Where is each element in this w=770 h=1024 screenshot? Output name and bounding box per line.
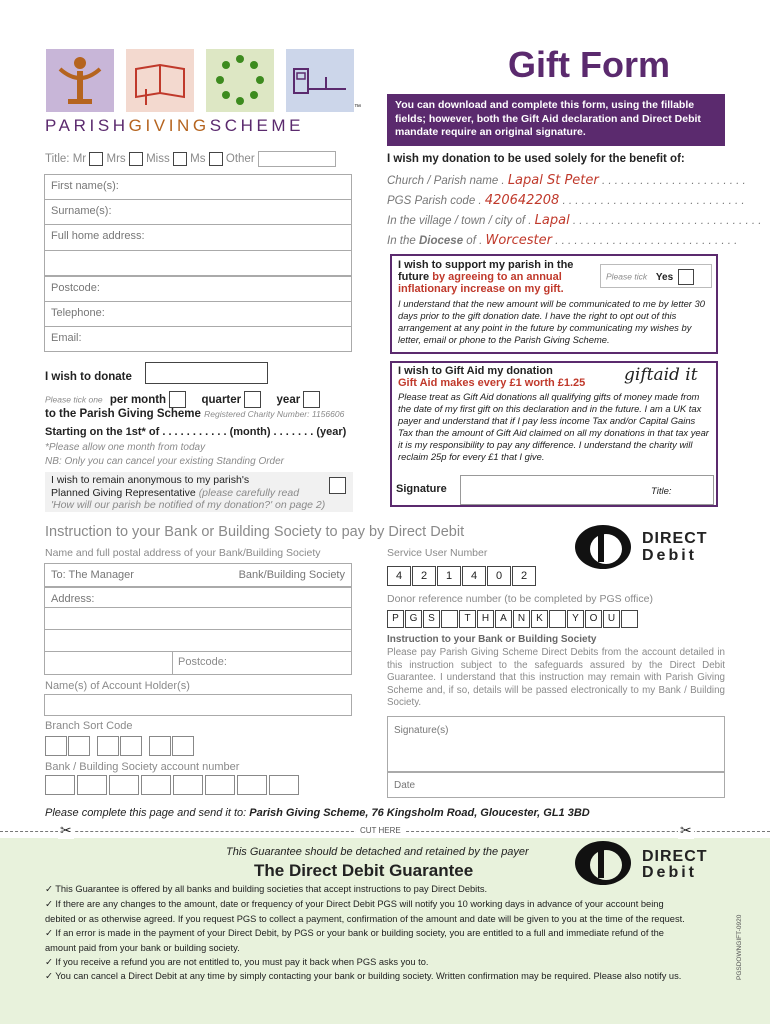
starting-label: Starting on the 1st* of . . . . . . . . . . . (month) . . . . . . . (year) bbox=[45, 426, 347, 438]
account-number-label: Bank / Building Society account number bbox=[45, 761, 240, 773]
bank-bs-label: Bank/Building Society bbox=[238, 569, 345, 581]
code-row: PGS Parish code . 420642208 . . . . . . . . . . . . . . . . . . . . . . . . . . . . . bbox=[387, 193, 745, 208]
account-number-box[interactable] bbox=[205, 775, 235, 795]
code-value[interactable]: 420642208 bbox=[484, 193, 560, 208]
bank-address-divider-2 bbox=[44, 629, 352, 630]
email-field[interactable] bbox=[44, 326, 352, 352]
bank-address-label: Address: bbox=[51, 593, 95, 605]
donate-label: I wish to donate bbox=[45, 371, 132, 383]
donate-amount-field[interactable] bbox=[145, 362, 268, 384]
donor-ref-char: O bbox=[585, 610, 602, 628]
giftaid-line-2: Gift Aid makes every £1 worth £1.25 bbox=[398, 377, 586, 389]
anonymous-line-3: (please carefully read bbox=[198, 486, 300, 499]
title-row bbox=[45, 151, 336, 167]
surname-field[interactable] bbox=[44, 199, 352, 225]
guarantee-detach-note: This Guarantee should be detached and retained by the payer bbox=[226, 846, 529, 858]
please-tick-hint: Please tick bbox=[606, 271, 648, 282]
direct-debit-icon bbox=[574, 524, 632, 570]
title-mr-label: Title: Mr bbox=[45, 153, 87, 166]
to-pgs-row bbox=[45, 408, 344, 420]
diocese-value[interactable]: Worcester bbox=[485, 233, 552, 248]
account-number-box[interactable] bbox=[173, 775, 203, 795]
village-value[interactable]: Lapal bbox=[534, 213, 570, 228]
scissors-right-icon: ✂ bbox=[680, 822, 692, 838]
logo-wordmark bbox=[45, 116, 304, 136]
bank-postcode-label: Postcode: bbox=[178, 656, 227, 668]
account-number-box[interactable] bbox=[269, 775, 299, 795]
bank-address-divider-1 bbox=[44, 607, 352, 608]
giftaid-logo: giftaid it bbox=[624, 365, 698, 385]
guarantee-line: debited or as otherwise agreed. If you request PGS to collect a payment, confirmation of the amount and date will be given to you at the time of the request. bbox=[45, 914, 685, 924]
first-name-field[interactable] bbox=[44, 174, 352, 200]
send-to-label: Please complete this page and send it to: bbox=[45, 807, 247, 819]
donor-ref-label: Donor reference number (to be completed by PGS office) bbox=[387, 593, 653, 605]
benefit-heading: I wish my donation to be used solely for the benefit of: bbox=[387, 153, 685, 165]
title-other-field[interactable] bbox=[258, 151, 336, 167]
title-mrs-checkbox[interactable] bbox=[129, 152, 143, 166]
giftaid-line-1: I wish to Gift Aid my donation bbox=[398, 365, 553, 377]
to-pgs-label: to the Parish Giving Scheme bbox=[45, 408, 201, 420]
inflation-line-3: inflationary increase on my gift. bbox=[398, 283, 564, 295]
trademark: ™ bbox=[354, 104, 361, 111]
service-user-digit: 4 bbox=[387, 566, 411, 586]
code-label: PGS Parish code bbox=[387, 195, 476, 207]
send-to-row bbox=[45, 807, 590, 819]
guarantee-line: ✓ If there are any changes to the amount, date or frequency of your Direct Debit PGS will notify you 10 working days in advance of your account being bbox=[45, 899, 664, 909]
year-checkbox[interactable] bbox=[303, 391, 320, 408]
donor-ref-char: T bbox=[459, 610, 476, 628]
guarantee-line: ✓ You can cancel a Direct Debit at any time by simply contacting your bank or building society. Written confirmation may be required. Please also notify us. bbox=[45, 971, 682, 981]
home-address-label: Full home address: bbox=[51, 230, 145, 242]
village-row: In the village / town / city of . Lapal . . . . . . . . . . . . . . . . . . . . . . . . . . . . . . bbox=[387, 213, 762, 228]
logo-word-giving: GIVING bbox=[128, 116, 210, 135]
per-month-label: per month bbox=[109, 393, 167, 406]
anonymous-line-1: I wish to remain anonymous to my parish's bbox=[51, 474, 250, 486]
church-label: Church / Parish name bbox=[387, 175, 499, 187]
donor-ref-char: U bbox=[603, 610, 620, 628]
dd-logo-direct: DIRECT bbox=[642, 530, 708, 547]
donor-ref-char bbox=[621, 610, 638, 628]
church-row: Church / Parish name . Lapal St Peter . . . . . . . . . . . . . . . . . . . . . . . bbox=[387, 173, 746, 188]
instruction-text: Please pay Parish Giving Scheme Direct Debits from the account detailed in this instruction subject to the safeguards assured by the Direct Debit Guarantee. I understand that this instruction may remain with Parish Giving Scheme and, if so, details will be passed electronically to my Bank / Building Society. bbox=[387, 647, 725, 708]
anonymous-line-4: 'How will our parish be notified of my donation?' on page 2) bbox=[51, 499, 326, 511]
title-ms-label: Ms bbox=[190, 153, 206, 166]
diocese-label-bold: Diocese bbox=[418, 235, 464, 247]
postcode-field[interactable] bbox=[44, 276, 352, 302]
title-miss-label: Miss bbox=[146, 153, 170, 166]
title-mr-checkbox[interactable] bbox=[89, 152, 103, 166]
bank-address-divider-3 bbox=[44, 651, 352, 652]
sort-code-box[interactable] bbox=[120, 736, 142, 756]
service-user-digit: 4 bbox=[462, 566, 486, 586]
anonymous-line-2: Planned Giving Representative bbox=[51, 486, 196, 499]
page-title: Gift Form bbox=[508, 44, 670, 85]
direct-debit-icon bbox=[574, 840, 632, 886]
inflation-note: I understand that the new amount will be communicated to me by letter 30 days prior to the gift donation date. I have the right to opt out of this arrangement at any point in the future by communicating my wishes by letter, email or phone to the Parish Giving Scheme. bbox=[398, 298, 705, 345]
logo-tile-circle bbox=[206, 49, 274, 112]
church-value[interactable]: Lapal St Peter bbox=[507, 173, 599, 188]
service-user-digit: 2 bbox=[412, 566, 436, 586]
address-divider bbox=[44, 250, 352, 251]
dd-signature-label: Signature(s) bbox=[394, 725, 449, 736]
quarter-label: quarter bbox=[201, 393, 242, 406]
send-to-address: Parish Giving Scheme, 76 Kingsholm Road, Gloucester, GL1 3BD bbox=[249, 807, 590, 819]
dd-logo-debit: Debit bbox=[642, 547, 697, 564]
donor-ref-char: Y bbox=[567, 610, 584, 628]
bank-manager-field[interactable] bbox=[44, 563, 352, 587]
side-code: PGSDOWNGIFT-0920 bbox=[736, 914, 743, 980]
allow-note: *Please allow one month from today bbox=[45, 442, 206, 453]
giftaid-box bbox=[390, 361, 718, 507]
account-holder-label: Name(s) of Account Holder(s) bbox=[45, 680, 190, 692]
cut-here-label: CUT HERE bbox=[356, 826, 405, 835]
scissors-left-icon: ✂ bbox=[60, 822, 72, 838]
instruction-heading: Instruction to your Bank or Building Society bbox=[387, 634, 597, 645]
service-user-digit: 1 bbox=[437, 566, 461, 586]
donor-ref-char: H bbox=[477, 610, 494, 628]
bank-postcode-divider bbox=[172, 651, 173, 675]
inflation-line-2b: by agreeing to an annual bbox=[432, 271, 562, 283]
guarantee-line: ✓ If an error is made in the payment of your Direct Debit, by PGS or your bank or building society, you are entitled to a full and immediate refund of the bbox=[45, 928, 664, 938]
logo-tile-person bbox=[46, 49, 114, 112]
year-label: year bbox=[276, 393, 301, 406]
anonymous-checkbox[interactable] bbox=[329, 477, 346, 494]
guarantee-dd-logo bbox=[574, 840, 724, 886]
guarantee-line: ✓ If you receive a refund you are not entitled to, you must pay it back when PGS asks you to. bbox=[45, 957, 429, 967]
inflation-line-2a: future bbox=[398, 271, 430, 283]
service-user-digit: 0 bbox=[487, 566, 511, 586]
title-mrs-label: Mrs bbox=[106, 153, 126, 166]
charity-number: Registered Charity Number: 1156606 bbox=[204, 409, 345, 419]
inflation-line-1: I wish to support my parish in the bbox=[398, 259, 574, 271]
donor-ref-char: S bbox=[423, 610, 440, 628]
sort-code-box[interactable] bbox=[149, 736, 171, 756]
sort-code-label: Branch Sort Code bbox=[45, 720, 133, 732]
yes-tick-box bbox=[600, 264, 712, 288]
direct-debit-logo bbox=[574, 524, 724, 570]
giftaid-text: Please treat as Gift Aid donations all qualifying gifts of money made from the date of my first gift on this declaration and in the future. I am a UK tax payer and understand that if I pay less income Tax and/or Capital Gains Tax than the amount of Gift Aid claimed on all my donations in that tax year it is my responsibility to pay any difference. I understand the charity will reclaim 25p for every £1 that I give. bbox=[398, 391, 709, 462]
surname-label: Surname(s): bbox=[51, 205, 112, 217]
telephone-label: Telephone: bbox=[51, 307, 105, 319]
email-label: Email: bbox=[51, 332, 82, 344]
intro-banner bbox=[387, 94, 725, 146]
logo-tile-church bbox=[286, 49, 354, 112]
title-ms-checkbox[interactable] bbox=[209, 152, 223, 166]
logo-tile-book bbox=[126, 49, 194, 112]
service-user-label: Service User Number bbox=[387, 547, 488, 559]
anonymous-box bbox=[45, 472, 353, 512]
intro-text: You can download and complete this form, using the fillable fields; however, both the Gift Aid declaration and Direct Debit mandate require an original signature. bbox=[395, 99, 701, 138]
account-number-box[interactable] bbox=[237, 775, 267, 795]
title-other-label: Other bbox=[225, 153, 255, 166]
signature-label: Signature bbox=[396, 483, 447, 495]
guarantee-line: amount paid from your bank or building society. bbox=[45, 943, 240, 953]
quarter-checkbox[interactable] bbox=[244, 391, 261, 408]
dd-date-label: Date bbox=[394, 780, 416, 791]
postcode-label: Postcode: bbox=[51, 282, 100, 294]
per-month-checkbox[interactable] bbox=[169, 391, 186, 408]
telephone-field[interactable] bbox=[44, 301, 352, 327]
inflation-box bbox=[390, 254, 718, 354]
bank-name-address-label: Name and full postal address of your Bank/Building Society bbox=[45, 547, 321, 559]
to-manager-label: To: The Manager bbox=[51, 569, 134, 581]
village-label: In the village / town / city of bbox=[387, 215, 526, 227]
logo-word-parish: PARISH bbox=[45, 116, 129, 135]
bank-heading: Instruction to your Bank or Building Society to pay by Direct Debit bbox=[45, 524, 465, 540]
yes-checkbox[interactable] bbox=[678, 269, 694, 285]
dd-logo-debit-2: Debit bbox=[642, 864, 697, 881]
dd-signature-field[interactable] bbox=[387, 716, 725, 772]
diocese-label-of: of bbox=[466, 235, 476, 247]
sort-code-box[interactable] bbox=[45, 736, 67, 756]
tick-one-hint: Please tick one bbox=[45, 394, 103, 405]
guarantee-line: ✓ This Guarantee is offered by all banks and building societies that accept instructions to pay Direct Debits. bbox=[45, 884, 488, 894]
dd-date-field[interactable] bbox=[387, 772, 725, 798]
guarantee-title: The Direct Debit Guarantee bbox=[254, 861, 474, 880]
account-number-box[interactable] bbox=[141, 775, 171, 795]
donor-ref-char: K bbox=[531, 610, 548, 628]
frequency-row bbox=[45, 391, 320, 408]
giftaid-title-label: Title: bbox=[651, 486, 672, 497]
dd-logo-direct-2: DIRECT bbox=[642, 848, 708, 865]
logo-word-scheme: SCHEME bbox=[209, 116, 305, 135]
sort-code-box[interactable] bbox=[97, 736, 119, 756]
donor-ref-char bbox=[549, 610, 566, 628]
sort-code-box[interactable] bbox=[172, 736, 194, 756]
title-miss-checkbox[interactable] bbox=[173, 152, 187, 166]
yes-label: Yes bbox=[655, 271, 674, 283]
donor-ref-char bbox=[441, 610, 458, 628]
nb-note: NB: Only you can cancel your existing Standing Order bbox=[45, 456, 285, 467]
donor-ref-char: G bbox=[405, 610, 422, 628]
diocese-label-in: In the bbox=[387, 235, 416, 247]
account-number-box[interactable] bbox=[109, 775, 139, 795]
service-user-digit: 2 bbox=[512, 566, 536, 586]
sort-code-box[interactable] bbox=[68, 736, 90, 756]
donor-ref-char: P bbox=[387, 610, 404, 628]
first-name-label: First name(s): bbox=[51, 180, 119, 192]
diocese-row: In the Diocese of . Worcester . . . . . . . . . . . . . . . . . . . . . . . . . . . . . bbox=[387, 233, 738, 248]
account-holder-field[interactable] bbox=[44, 694, 352, 716]
account-number-box[interactable] bbox=[45, 775, 75, 795]
donor-ref-char: N bbox=[513, 610, 530, 628]
account-number-box[interactable] bbox=[77, 775, 107, 795]
giftaid-signature-field[interactable] bbox=[460, 475, 714, 505]
donor-ref-char: A bbox=[495, 610, 512, 628]
